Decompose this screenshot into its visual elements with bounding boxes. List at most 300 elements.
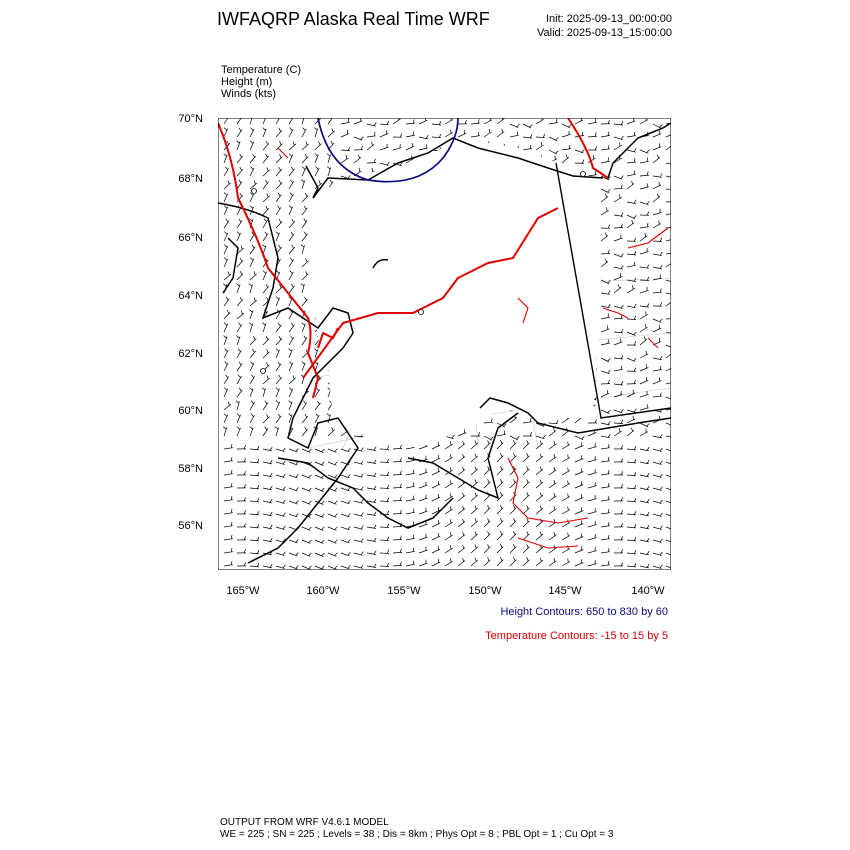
wind-barb xyxy=(237,128,242,137)
wind-barb xyxy=(250,414,255,423)
wind-barb xyxy=(458,130,466,137)
wind-barb xyxy=(601,421,610,425)
field-temperature: Temperature (C) xyxy=(221,64,302,76)
wind-barb xyxy=(315,154,319,163)
wind-barb xyxy=(510,453,516,462)
wind-barb xyxy=(601,314,610,320)
wind-barb xyxy=(250,141,254,150)
wind-barb xyxy=(653,194,660,202)
footer-line-2: WE = 225 ; SN = 225 ; Levels = 38 ; Dis = 8km ; Phys Opt = 8 ; PBL Opt = 1 ; Cu Opt = 3 xyxy=(220,829,614,840)
wind-barb xyxy=(237,523,246,527)
wind-barb xyxy=(653,393,662,397)
wind-barb xyxy=(614,445,623,449)
wind-barb xyxy=(497,129,504,137)
wind-barb xyxy=(302,258,308,267)
wind-barb xyxy=(497,453,503,462)
wind-barb xyxy=(510,544,516,553)
map-canvas xyxy=(218,118,671,570)
wind-barb xyxy=(523,557,530,566)
wind-barb xyxy=(627,409,636,413)
wind-barb xyxy=(302,232,308,241)
wind-barb xyxy=(523,479,530,488)
wind-barb xyxy=(575,494,583,501)
wind-barb xyxy=(249,118,253,124)
wind-barb xyxy=(588,469,597,475)
wind-barb xyxy=(263,128,267,137)
wind-barb xyxy=(250,472,259,476)
wind-barb xyxy=(237,471,246,475)
wind-barb xyxy=(627,524,636,528)
wind-barb xyxy=(666,209,671,215)
wind-barb xyxy=(276,513,285,517)
wind-barb xyxy=(601,457,610,462)
wind-barb xyxy=(237,562,246,566)
wind-barb xyxy=(640,212,649,216)
wind-barb xyxy=(224,522,233,527)
wind-barb xyxy=(224,272,231,281)
wind-barb xyxy=(562,145,571,150)
wind-barb xyxy=(367,512,376,516)
wind-barb xyxy=(236,401,240,410)
wind-barb xyxy=(289,362,293,371)
wind-barb xyxy=(237,118,242,124)
wind-barb xyxy=(588,521,597,527)
wind-barb xyxy=(263,336,269,345)
wind-barb xyxy=(614,523,623,527)
wind-barb xyxy=(614,391,623,397)
wind-barb xyxy=(250,181,257,189)
wind-barb xyxy=(562,468,570,476)
wind-barb xyxy=(562,155,569,163)
wind-barb xyxy=(484,505,490,514)
wind-barb xyxy=(302,527,311,531)
map-panel xyxy=(218,118,671,570)
wind-barb xyxy=(653,461,662,465)
wind-barb xyxy=(653,155,660,163)
wind-barb xyxy=(380,459,389,463)
wind-barb xyxy=(666,364,671,371)
wind-barb xyxy=(289,142,296,151)
wind-barb xyxy=(458,558,465,566)
wind-barb xyxy=(445,506,453,514)
wind-barb xyxy=(640,303,649,307)
wind-barb xyxy=(653,526,662,530)
wind-barb xyxy=(627,171,636,176)
wind-barb xyxy=(432,559,440,566)
wind-barb xyxy=(653,487,662,491)
wind-barb xyxy=(601,325,609,332)
wind-barb xyxy=(588,547,597,553)
wind-barb xyxy=(263,525,272,529)
wind-barb xyxy=(301,245,305,254)
wind-barb xyxy=(406,132,415,138)
wind-barb xyxy=(627,446,636,450)
wind-barb xyxy=(315,514,324,518)
lat-label: 58°N xyxy=(178,463,203,475)
wind-barb xyxy=(614,254,623,258)
wind-barb xyxy=(601,561,610,566)
wind-barb xyxy=(315,475,324,479)
wind-barb xyxy=(380,537,389,541)
wind-barb xyxy=(250,401,255,410)
wind-barb xyxy=(601,132,610,137)
wind-barb xyxy=(327,167,331,176)
wind-barb xyxy=(224,232,228,241)
wind-barb xyxy=(314,349,318,358)
wind-barb xyxy=(406,535,415,540)
wind-barb xyxy=(276,297,280,306)
lon-label: 150°W xyxy=(468,585,502,597)
wind-barb xyxy=(601,410,610,414)
wind-barb xyxy=(510,132,519,137)
wind-barb xyxy=(588,482,597,488)
wind-barb xyxy=(263,499,272,503)
wind-barb xyxy=(536,467,543,475)
wind-barb xyxy=(510,479,516,488)
wind-barb xyxy=(640,473,649,477)
plot-title: IWFAQRP Alaska Real Time WRF xyxy=(217,9,490,29)
wind-barb xyxy=(497,557,503,566)
wind-barb xyxy=(484,440,490,449)
wind-barb xyxy=(393,445,402,449)
wind-barb xyxy=(354,565,363,569)
wind-barb xyxy=(627,158,636,163)
wind-barb xyxy=(237,427,241,436)
wind-barb xyxy=(562,124,571,128)
wind-barb xyxy=(627,262,636,267)
wind-barb xyxy=(263,427,268,436)
wind-barb xyxy=(627,132,636,137)
wind-barb xyxy=(328,566,337,570)
wind-barb xyxy=(367,486,376,490)
wind-barb xyxy=(262,388,266,397)
wind-barb xyxy=(315,401,321,410)
wind-barb xyxy=(601,158,610,164)
wind-barb xyxy=(432,546,440,553)
wind-barb xyxy=(432,468,440,475)
wind-barb xyxy=(614,285,621,293)
wind-barb xyxy=(406,143,414,150)
wind-barb xyxy=(224,509,233,514)
wind-barb xyxy=(653,434,662,438)
field-height: Height (m) xyxy=(221,76,273,88)
wind-barb xyxy=(341,147,350,151)
wind-barb xyxy=(484,544,490,553)
wind-barb xyxy=(393,484,402,488)
wind-barb xyxy=(432,533,440,540)
wind-barb xyxy=(224,310,230,319)
wind-barb xyxy=(263,447,272,451)
wind-barb xyxy=(588,146,597,150)
wind-barb xyxy=(523,432,532,436)
wind-barb xyxy=(549,454,556,462)
wind-barb xyxy=(523,440,530,449)
wind-barb xyxy=(601,390,609,397)
wind-barb xyxy=(653,513,662,517)
wind-barb xyxy=(458,545,465,553)
wind-barb xyxy=(302,362,306,371)
wind-barb xyxy=(653,274,662,280)
wind-barb xyxy=(367,525,376,529)
wind-barb xyxy=(601,194,608,202)
wind-barb xyxy=(562,520,570,528)
wind-barb xyxy=(614,213,623,217)
wind-barb xyxy=(224,375,229,384)
wind-barb xyxy=(471,558,478,567)
wind-barb xyxy=(393,134,402,138)
wind-barb xyxy=(523,518,530,527)
wind-barb xyxy=(536,134,545,138)
wind-barb xyxy=(666,259,671,267)
wind-barb xyxy=(627,472,636,476)
wind-barb xyxy=(562,494,570,502)
wind-barb xyxy=(237,445,246,449)
wind-barb xyxy=(380,162,389,166)
wind-barb xyxy=(653,252,662,256)
wind-barb xyxy=(224,180,231,189)
wind-barb xyxy=(627,563,636,567)
wind-barb xyxy=(289,167,295,176)
wind-barb xyxy=(614,136,623,140)
wind-barb xyxy=(263,193,270,202)
wind-barb xyxy=(640,201,649,205)
wind-barb xyxy=(367,564,376,568)
wind-barb xyxy=(471,545,478,554)
wind-barb xyxy=(458,454,465,462)
wind-barb xyxy=(237,219,242,228)
wind-barb xyxy=(575,442,583,449)
wind-barb xyxy=(510,124,519,128)
wind-barb xyxy=(250,388,254,397)
wind-barb xyxy=(302,154,308,163)
wind-barb xyxy=(601,444,610,449)
wind-barb xyxy=(276,323,282,332)
wind-barb xyxy=(614,305,623,309)
wind-barb xyxy=(289,323,295,332)
wind-barb xyxy=(666,540,671,544)
wind-barb xyxy=(237,497,246,501)
wind-barb xyxy=(445,558,453,566)
wind-barb xyxy=(250,271,257,280)
wind-barb xyxy=(289,475,298,479)
wind-barb xyxy=(640,287,649,293)
wind-barb xyxy=(354,552,363,556)
wind-barb xyxy=(523,145,532,150)
field-winds: Winds (kts) xyxy=(221,88,276,100)
wind-barb xyxy=(601,522,610,527)
wind-barb xyxy=(419,508,428,514)
wind-barb xyxy=(341,448,350,452)
wind-barb xyxy=(237,388,242,397)
wind-barb xyxy=(380,472,389,476)
wind-barb xyxy=(406,470,415,475)
wind-barb xyxy=(224,483,233,488)
wind-barb xyxy=(510,505,516,514)
wind-barb xyxy=(250,258,254,267)
wind-barb xyxy=(250,563,259,567)
wind-barb xyxy=(523,492,530,501)
wind-barb xyxy=(549,532,556,540)
wind-barb xyxy=(237,271,243,280)
wind-barb xyxy=(289,540,298,544)
wind-barb xyxy=(302,297,308,306)
wind-barb xyxy=(354,513,363,517)
wind-barb xyxy=(471,432,480,436)
wind-barb xyxy=(666,378,671,384)
wind-barb xyxy=(289,206,293,215)
wind-barb xyxy=(224,297,229,306)
wind-barb xyxy=(640,233,647,241)
wind-barb xyxy=(575,436,584,440)
wind-barb xyxy=(640,499,649,503)
wind-barb xyxy=(484,466,490,475)
wind-barb xyxy=(653,319,662,323)
wind-barb xyxy=(224,245,228,254)
wind-barb xyxy=(237,549,246,553)
wind-barb xyxy=(666,423,671,427)
wind-barb xyxy=(549,441,556,449)
wind-barb xyxy=(627,220,634,228)
wind-barb xyxy=(653,143,661,150)
wind-barb xyxy=(237,414,241,423)
wind-barb xyxy=(419,495,428,501)
wind-barb xyxy=(653,500,662,504)
lat-label: 62°N xyxy=(178,348,203,360)
wind-barb xyxy=(536,435,545,439)
wind-barb xyxy=(653,265,662,269)
wind-barb xyxy=(380,550,389,554)
wind-barb xyxy=(627,368,636,372)
wind-barb xyxy=(640,377,648,384)
wind-barb xyxy=(237,362,242,371)
wind-barb xyxy=(302,206,307,215)
wind-barb xyxy=(367,122,376,126)
wind-barb xyxy=(640,364,648,371)
wind-barb xyxy=(224,349,228,358)
wind-barb xyxy=(224,388,228,397)
wind-barb xyxy=(471,454,478,463)
wind-barb xyxy=(328,427,335,436)
wind-barb xyxy=(627,332,636,336)
wind-barb xyxy=(315,449,324,453)
wind-barb xyxy=(666,350,671,358)
wind-barb xyxy=(419,144,428,150)
wind-barb xyxy=(380,130,388,137)
wind-barb xyxy=(575,520,583,527)
wind-barb xyxy=(666,434,671,438)
wind-barb xyxy=(575,468,583,475)
wind-barb xyxy=(315,141,321,150)
time-info xyxy=(537,12,672,40)
wind-barb xyxy=(588,456,597,462)
wind-barb xyxy=(263,167,270,176)
wind-barb xyxy=(237,484,246,488)
wind-barb xyxy=(666,130,671,137)
wind-barb xyxy=(302,141,309,150)
wind-barb xyxy=(224,128,228,137)
wind-barb xyxy=(666,249,671,254)
wind-barb xyxy=(289,462,298,466)
wind-barb xyxy=(289,258,294,267)
wind-barb xyxy=(262,323,266,332)
wind-barb xyxy=(393,497,402,501)
wind-barb xyxy=(666,501,671,505)
wind-barb xyxy=(666,279,671,283)
wind-barb xyxy=(601,434,610,438)
wind-barb xyxy=(666,315,671,319)
wind-barb xyxy=(419,469,428,475)
wind-barb xyxy=(445,532,453,540)
wind-barb xyxy=(549,545,556,553)
wind-barb xyxy=(315,167,319,176)
wind-barb xyxy=(276,474,285,478)
wind-barb xyxy=(601,470,610,475)
wind-barb xyxy=(666,223,671,228)
wind-barb xyxy=(263,460,272,464)
wind-barb xyxy=(640,223,649,228)
wind-barb xyxy=(328,553,337,557)
wind-barb xyxy=(289,566,298,570)
wind-barb xyxy=(302,449,311,453)
wind-barb xyxy=(224,193,228,202)
wind-barb xyxy=(471,493,478,502)
wind-barb xyxy=(302,128,306,137)
wind-barb xyxy=(640,183,649,189)
wind-barb xyxy=(250,349,256,358)
wind-barb xyxy=(224,548,233,553)
wind-barb xyxy=(640,551,649,555)
valid-time: Valid: 2025-09-13_15:00:00 xyxy=(537,27,672,39)
wind-barb xyxy=(445,454,453,462)
wind-barb xyxy=(601,535,610,540)
wind-barb xyxy=(276,128,282,137)
wind-barb xyxy=(666,397,671,401)
wind-barb xyxy=(224,167,229,176)
wind-barb xyxy=(276,375,282,384)
wind-barb xyxy=(314,128,318,137)
wind-barb xyxy=(276,448,285,452)
wind-barb xyxy=(406,509,415,514)
wind-barb xyxy=(445,441,453,449)
wind-barb xyxy=(393,562,402,566)
wind-barb xyxy=(562,559,570,567)
wind-barb xyxy=(601,250,610,254)
wind-barb xyxy=(458,519,465,527)
wind-barb xyxy=(588,119,597,124)
wind-barb xyxy=(627,358,636,362)
wind-barb xyxy=(315,414,319,423)
wind-barb xyxy=(653,289,662,294)
wind-barb xyxy=(653,552,662,556)
init-time: Init: 2025-09-13_00:00:00 xyxy=(546,13,672,25)
wind-barb xyxy=(249,284,253,293)
lat-label: 70°N xyxy=(178,113,203,125)
wind-barb xyxy=(302,401,307,410)
wind-barb xyxy=(614,381,623,385)
wind-barb xyxy=(614,273,622,280)
wind-barb xyxy=(627,341,636,345)
wind-barb xyxy=(289,245,295,254)
wind-barb xyxy=(263,414,270,423)
wind-barb xyxy=(263,401,268,410)
wind-barb xyxy=(484,557,490,566)
wind-barb xyxy=(471,506,478,515)
wind-barb xyxy=(523,134,532,138)
wind-barb xyxy=(640,337,647,345)
lat-label: 64°N xyxy=(178,290,203,302)
wind-barb xyxy=(354,500,363,504)
wind-barb xyxy=(497,544,503,553)
